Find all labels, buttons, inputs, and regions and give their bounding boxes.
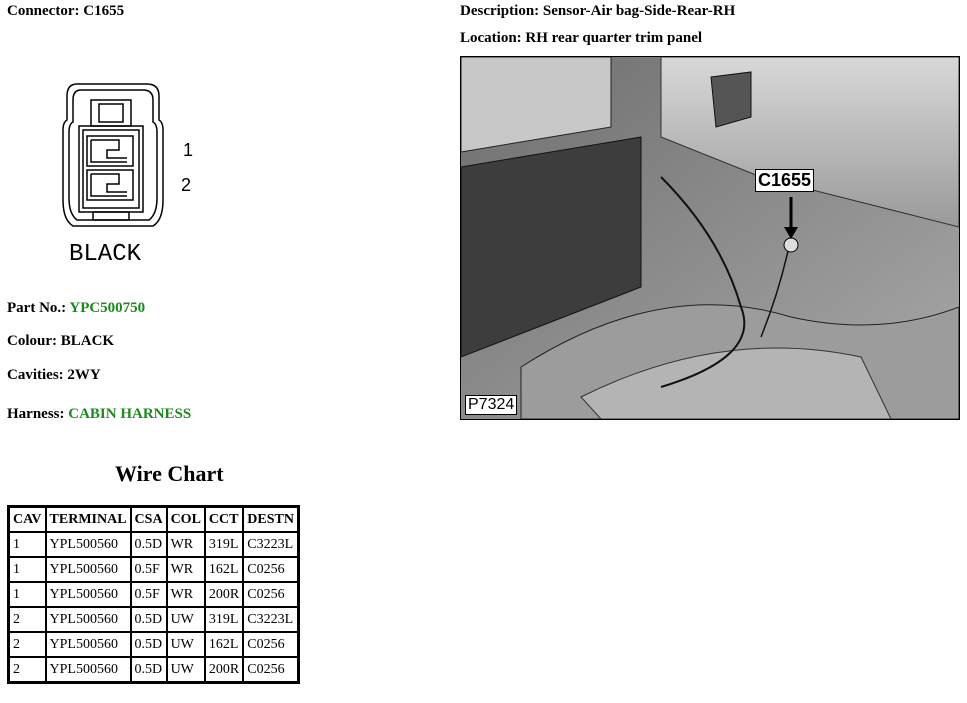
cell-csa: 0.5D: [131, 657, 167, 683]
cell-cct: 162L: [205, 557, 243, 582]
cell-col: WR: [167, 557, 205, 582]
col-destn-header: DESTN: [243, 507, 298, 533]
cell-cav: 2: [9, 607, 46, 632]
part-no-label: Part No.:: [7, 300, 67, 316]
location-line: [460, 30, 702, 47]
cell-cct: 319L: [205, 532, 243, 557]
table-row: [9, 607, 299, 632]
photo-figure-id: P7324: [465, 395, 517, 415]
colour-line: [7, 333, 114, 350]
cell-cav: 2: [9, 657, 46, 683]
wire-chart-table: [7, 505, 300, 684]
table-row: [9, 582, 299, 607]
cell-csa: 0.5F: [131, 557, 167, 582]
table-row: [9, 532, 299, 557]
cell-terminal: YPL500560: [46, 632, 131, 657]
cell-col: UW: [167, 657, 205, 683]
cell-col: WR: [167, 532, 205, 557]
cell-destn: C0256: [243, 582, 298, 607]
cell-terminal: YPL500560: [46, 607, 131, 632]
cell-destn: C0256: [243, 557, 298, 582]
description-label: Description:: [460, 3, 540, 19]
harness-value: CABIN HARNESS: [68, 406, 192, 422]
cell-cav: 2: [9, 632, 46, 657]
cell-csa: 0.5D: [131, 632, 167, 657]
cell-terminal: YPL500560: [46, 532, 131, 557]
cell-cct: 200R: [205, 657, 243, 683]
cell-destn: C3223L: [243, 532, 298, 557]
cavities-line: [7, 367, 101, 384]
location-value: RH rear quarter trim panel: [525, 30, 703, 46]
cell-csa: 0.5F: [131, 582, 167, 607]
pin-1-label: 1: [183, 140, 194, 160]
table-row: [9, 632, 299, 657]
connector-line: [7, 3, 124, 20]
cell-cct: 162L: [205, 632, 243, 657]
part-no-value: YPC500750: [69, 300, 146, 316]
colour-value: BLACK: [60, 333, 115, 349]
cell-cct: 319L: [205, 607, 243, 632]
wire-chart-header-row: [9, 507, 299, 533]
pin-2-label: 2: [181, 175, 192, 195]
location-photo: [460, 56, 960, 420]
description-value: Sensor-Air bag-Side-Rear-RH: [542, 3, 736, 19]
table-row: [9, 657, 299, 683]
cavities-value: 2WY: [67, 367, 101, 383]
cell-csa: 0.5D: [131, 607, 167, 632]
connector-value: C1655: [83, 3, 125, 19]
cell-col: UW: [167, 632, 205, 657]
cell-cav: 1: [9, 532, 46, 557]
cell-destn: C3223L: [243, 607, 298, 632]
cell-terminal: YPL500560: [46, 657, 131, 683]
connector-face-diagram: [55, 80, 215, 270]
cell-cct: 200R: [205, 582, 243, 607]
cavities-label: Cavities:: [7, 367, 64, 383]
cell-destn: C0256: [243, 657, 298, 683]
description-line: [460, 3, 735, 20]
photo-callout-label: C1655: [755, 169, 814, 192]
location-label: Location:: [460, 30, 522, 46]
cell-col: WR: [167, 582, 205, 607]
col-cav-header: CAV: [9, 507, 46, 533]
colour-label: Colour:: [7, 333, 57, 349]
harness-line: [7, 406, 191, 423]
cell-terminal: YPL500560: [46, 582, 131, 607]
part-no-line: [7, 300, 145, 317]
wire-chart-title: Wire Chart: [115, 461, 224, 486]
table-row: [9, 557, 299, 582]
cell-terminal: YPL500560: [46, 557, 131, 582]
cell-destn: C0256: [243, 632, 298, 657]
cell-csa: 0.5D: [131, 532, 167, 557]
harness-label: Harness:: [7, 406, 65, 422]
cell-cav: 1: [9, 557, 46, 582]
col-terminal-header: TERMINAL: [46, 507, 131, 533]
col-csa-header: CSA: [131, 507, 167, 533]
connector-label: Connector:: [7, 3, 80, 19]
connector-color-text: BLACK: [69, 241, 142, 268]
cell-col: UW: [167, 607, 205, 632]
cell-cav: 1: [9, 582, 46, 607]
location-photo-illustration: [461, 57, 959, 419]
col-col-header: COL: [167, 507, 205, 533]
col-cct-header: CCT: [205, 507, 243, 533]
